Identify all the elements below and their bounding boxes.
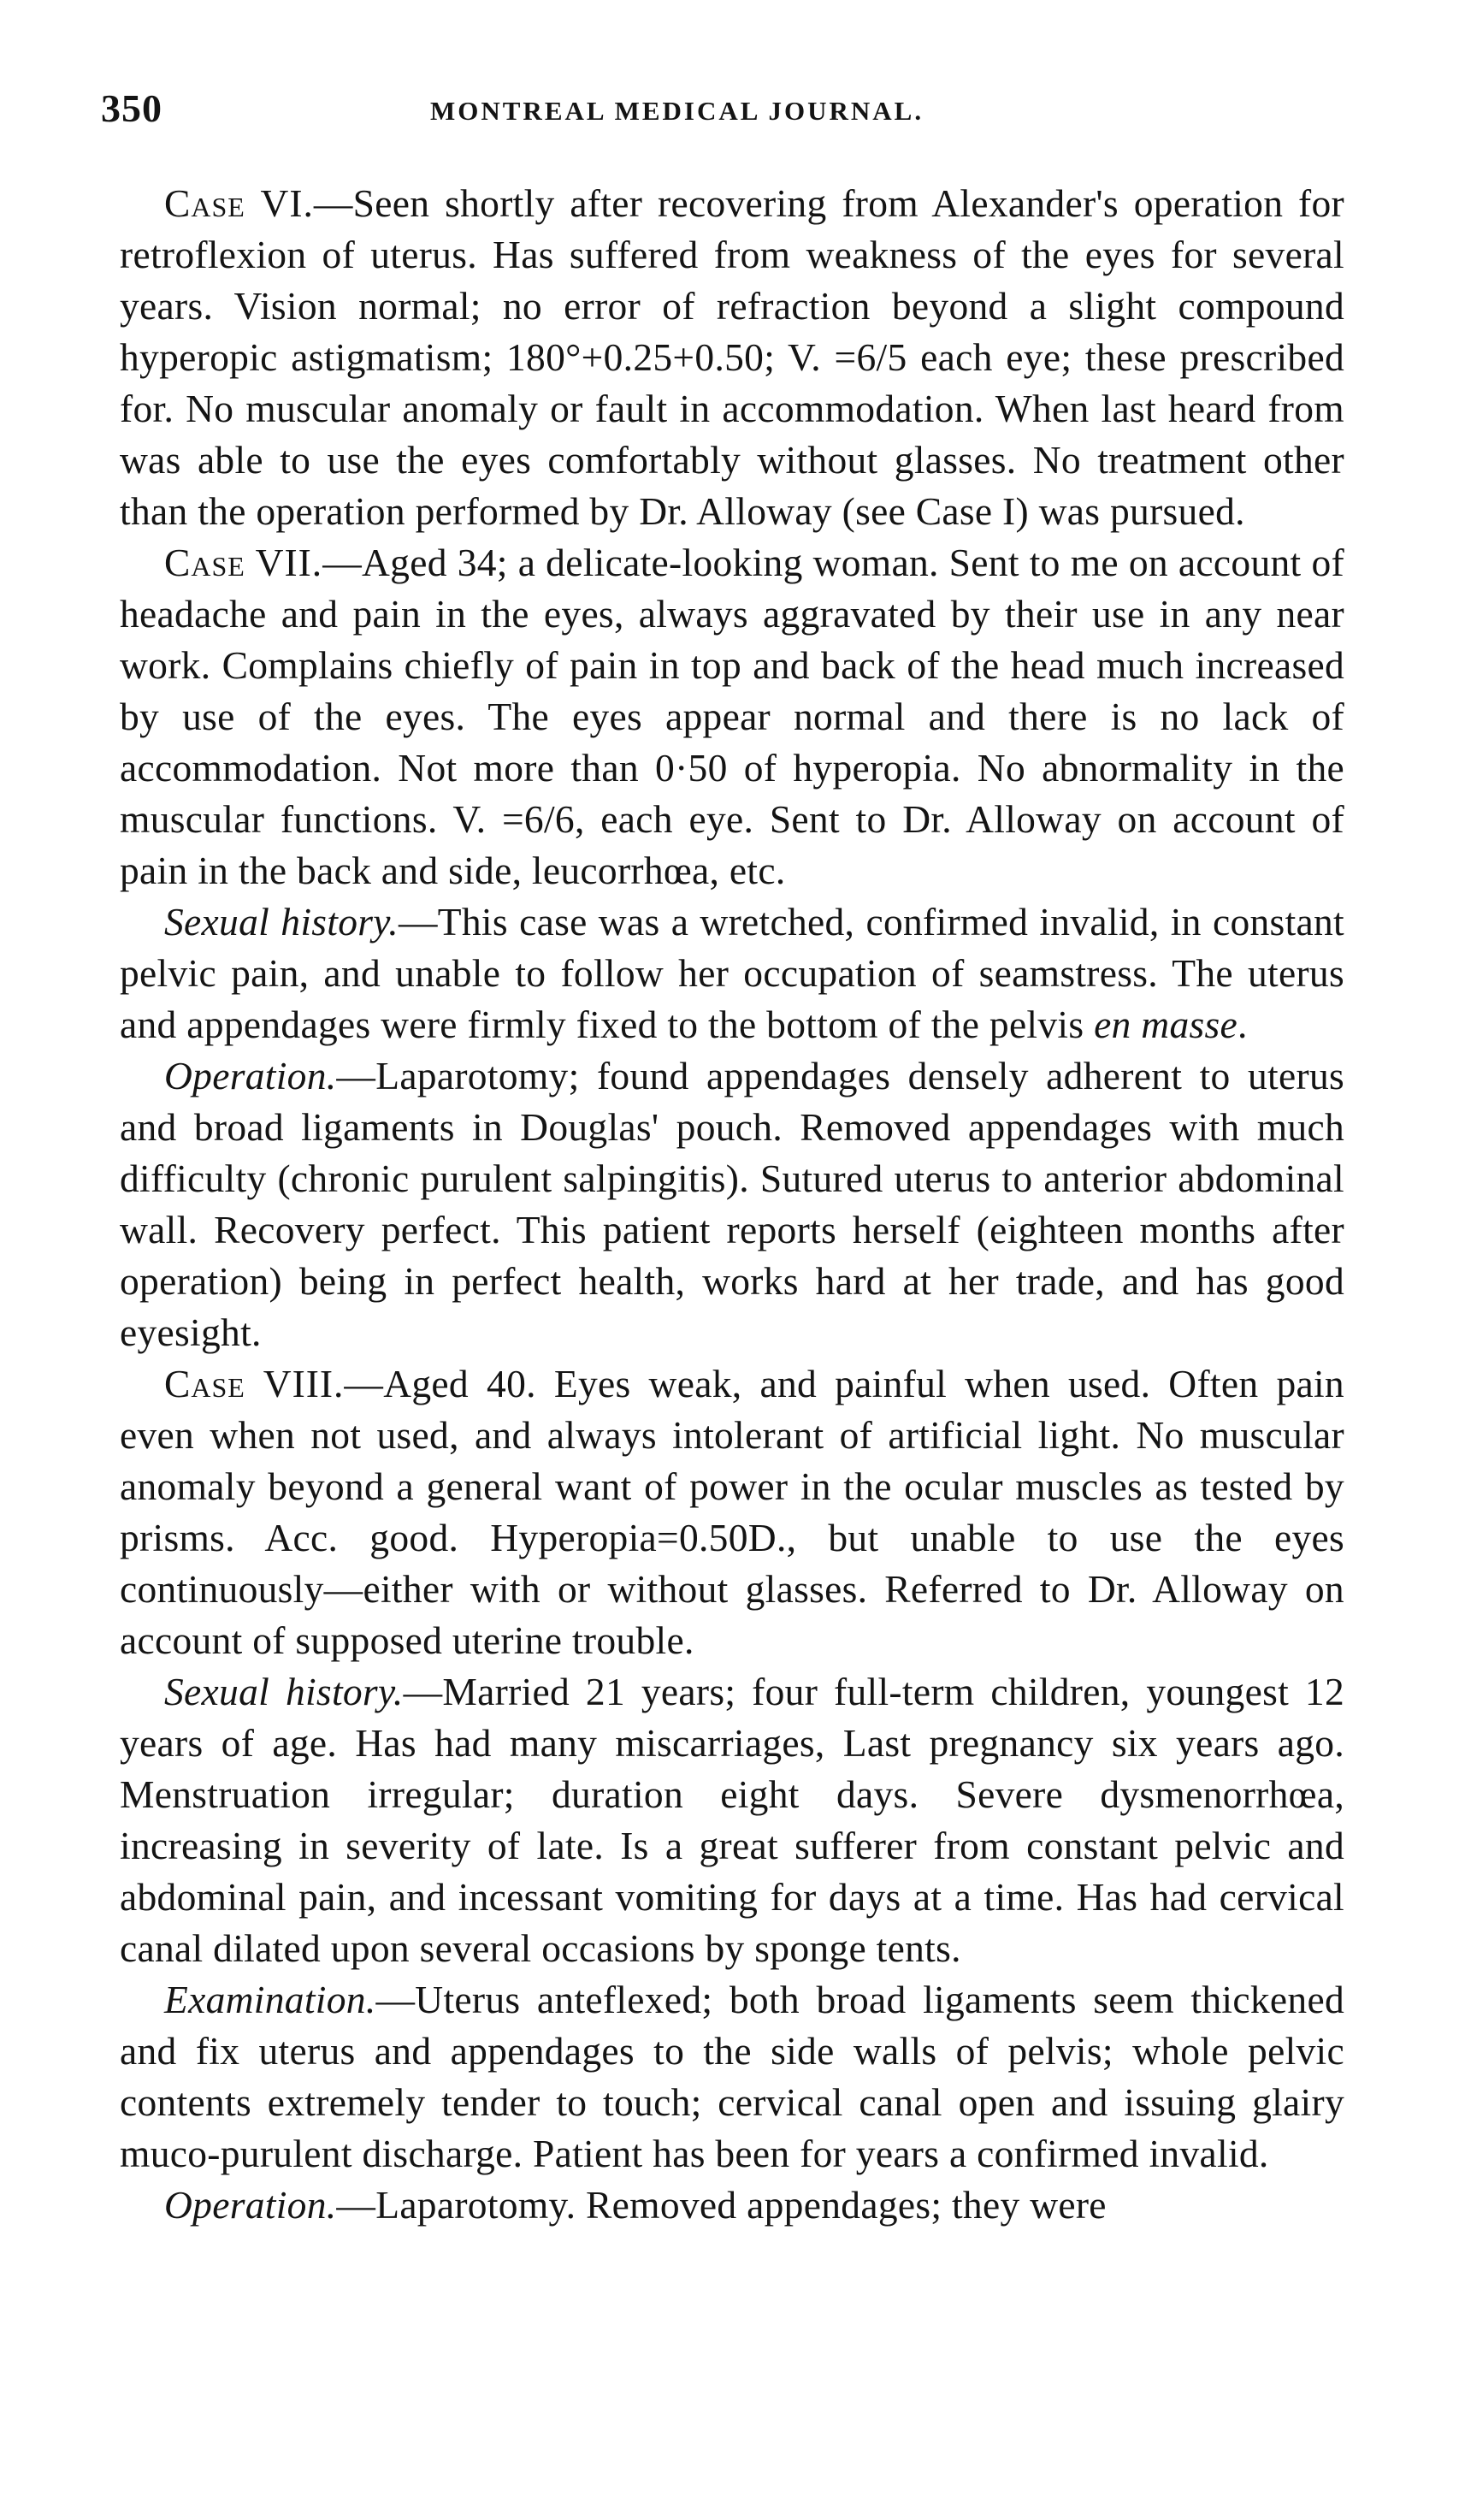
case-heading: Case VII. — [164, 541, 323, 584]
paragraph-text: —Married 21 years; four full-term children, youngest 12 years of age. Has had many miscarriages, Last pregnancy six years ago. Menstruation irregular; duration eight days. Severe dysmenorrhœa, increasing in severity of late. Is a great sufferer from constant pelvic and abdominal pain, and incessant vomiting for days at a time. Has had cervical canal dilated upon several occasions by sponge tents. — [120, 1670, 1344, 1970]
section-heading: Sexual history. — [164, 1670, 404, 1713]
paragraph-text: —This case was a wretched, confirmed invalid, in constant pelvic pain, and unable to follow her occupation of seamstress. The uterus and appendages were firmly fixed to the bottom of the pelvis — [120, 900, 1344, 1046]
italic-phrase: en masse — [1094, 1003, 1237, 1046]
paragraph-text: —Laparotomy; found appendages densely adherent to uterus and broad ligaments in Douglas' pouch. Removed appendages with much difficulty (chronic purulent salpingitis). Sutured uterus to anterior abdominal wall. Recovery perfect. This patient reports herself (eighteen months after operation) being in perfect health, works hard at her trade, and has good eyesight. — [120, 1054, 1344, 1354]
operation-paragraph — [120, 2180, 1344, 2231]
section-heading: Sexual history. — [164, 900, 399, 944]
body-text — [120, 178, 1344, 2231]
paragraph-text: —Aged 40. Eyes weak, and painful when used. Often pain even when not used, and always intolerant of artificial light. No muscular anomaly beyond a general want of power in the ocular muscles as tested by prisms. Acc. good. Hyperopia=0.50D., but unable to use the eyes continuously—either with or without glasses. Referred to Dr. Alloway on account of supposed uterine trouble. — [120, 1362, 1344, 1662]
paragraph-text: —Uterus anteflexed; both broad ligaments seem thickened and fix uterus and appendages to the side walls of pelvis; whole pelvic contents extremely tender to touch; cervical canal open and issuing glairy muco-purulent discharge. Patient has been for years a confirmed invalid. — [120, 1978, 1344, 2175]
operation-paragraph — [120, 1050, 1344, 1358]
paragraph-text: —Aged 34; a delicate-looking woman. Sent to me on account of headache and pain in the eyes, always aggravated by their use in any near work. Complains chiefly of pain in top and back of the head much increased by use of the eyes. The eyes appear normal and there is no lack of accommodation. Not more than 0·50 of hyperopia. No abnormality in the muscular functions. V. =6/6, each eye. Sent to Dr. Alloway on account of pain in the back and side, leucorrhœa, etc. — [120, 541, 1344, 892]
section-heading: Operation. — [164, 1054, 337, 1097]
case-heading: Case VI. — [164, 181, 314, 225]
page-number: 350 — [101, 86, 162, 130]
running-title: MONTREAL MEDICAL JOURNAL. — [430, 96, 924, 126]
page-header — [101, 86, 1350, 137]
case-vi-paragraph — [120, 178, 1344, 537]
case-heading: Case VIII. — [164, 1362, 345, 1405]
case-vii-paragraph — [120, 537, 1344, 896]
sexual-history-paragraph — [120, 1666, 1344, 1974]
section-heading: Examination. — [164, 1978, 376, 2021]
paragraph-text: —Laparotomy. Removed appendages; they were — [336, 2183, 1107, 2227]
case-viii-paragraph — [120, 1358, 1344, 1666]
paragraph-tail: . — [1237, 1003, 1248, 1046]
sexual-history-paragraph — [120, 896, 1344, 1050]
section-heading: Operation. — [164, 2183, 337, 2227]
paragraph-text: —Seen shortly after recovering from Alexander's operation for retroflexion of uterus. Has suffered from weakness of the eyes for several years. Vision normal; no error of refraction beyond a slight compound hyperopic astigmatism; 180°+0.25+0.50; V. =6/5 each eye; these prescribed for. No muscular anomaly or fault in accommodation. When last heard from was able to use the eyes comfortably without glasses. No treatment other than the operation performed by Dr. Alloway (see Case I) was pursued. — [120, 181, 1344, 533]
examination-paragraph — [120, 1974, 1344, 2180]
